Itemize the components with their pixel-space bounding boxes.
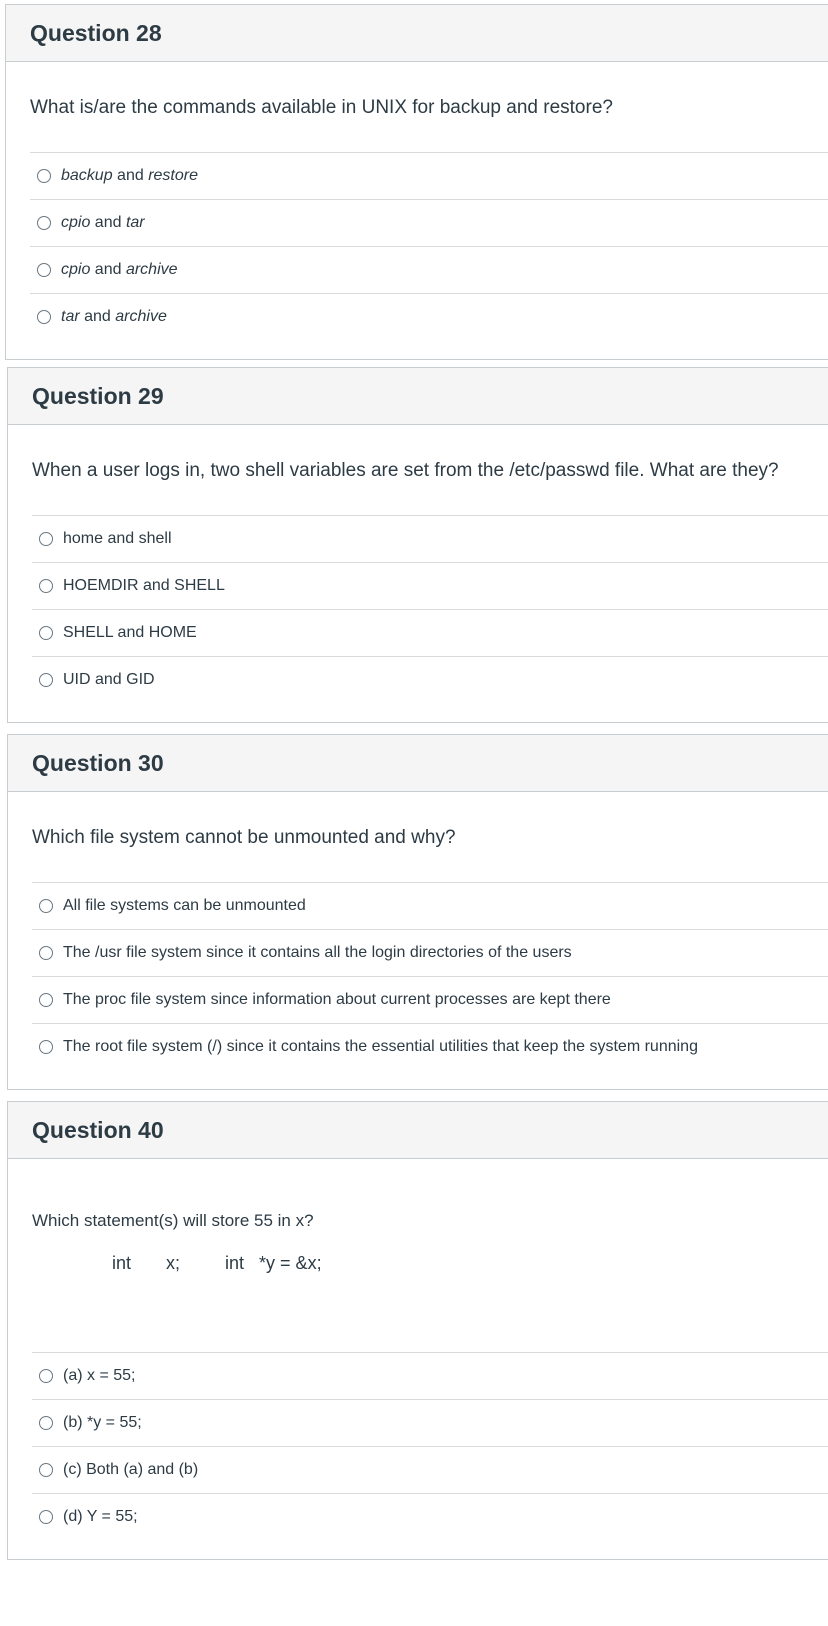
answer-label[interactable]: cpio and archive xyxy=(61,261,178,278)
question-title: Question 29 xyxy=(32,382,164,409)
answer-label[interactable]: (b) *y = 55; xyxy=(63,1414,142,1431)
radio-button[interactable] xyxy=(39,673,53,687)
radio-button[interactable] xyxy=(39,1040,53,1054)
radio-button[interactable] xyxy=(39,1369,53,1383)
question-title: Question 28 xyxy=(30,19,162,46)
answer-option[interactable] xyxy=(32,1493,828,1540)
answer-option[interactable] xyxy=(32,1352,828,1399)
answer-label[interactable]: (d) Y = 55; xyxy=(63,1508,138,1525)
question-header xyxy=(8,368,828,425)
radio-button[interactable] xyxy=(37,263,51,277)
radio-button[interactable] xyxy=(39,946,53,960)
answer-label[interactable]: backup and restore xyxy=(61,167,198,184)
answer-option[interactable] xyxy=(32,1023,828,1070)
radio-button[interactable] xyxy=(39,993,53,1007)
question-text: When a user logs in, two shell variables are set from the /etc/passwd file. What are they? xyxy=(32,460,779,481)
question-header xyxy=(6,5,828,62)
answer-option[interactable] xyxy=(30,199,828,246)
radio-button[interactable] xyxy=(39,579,53,593)
answer-label[interactable]: The proc file system since information about current processes are kept there xyxy=(63,991,611,1008)
answer-label[interactable]: (a) x = 55; xyxy=(63,1367,136,1384)
question-card-28 xyxy=(5,4,828,360)
answer-list xyxy=(32,882,828,1070)
question-card-30 xyxy=(7,734,828,1090)
radio-button[interactable] xyxy=(39,1463,53,1477)
question-card-29 xyxy=(7,367,828,723)
radio-button[interactable] xyxy=(39,1416,53,1430)
question-card-40 xyxy=(7,1101,828,1560)
question-header xyxy=(8,1102,828,1159)
question-text: Which statement(s) will store 55 in x? xyxy=(32,1211,314,1230)
answer-label[interactable]: SHELL and HOME xyxy=(63,624,197,641)
radio-button[interactable] xyxy=(37,310,51,324)
answer-label[interactable]: All file systems can be unmounted xyxy=(63,897,306,914)
answer-option[interactable] xyxy=(32,1399,828,1446)
answer-label[interactable]: HOEMDIR and SHELL xyxy=(63,577,225,594)
question-text: Which file system cannot be unmounted and why? xyxy=(32,827,456,848)
question-header xyxy=(8,735,828,792)
answer-list xyxy=(32,1352,828,1540)
answer-label[interactable]: home and shell xyxy=(63,530,172,547)
radio-button[interactable] xyxy=(39,532,53,546)
answer-label[interactable]: cpio and tar xyxy=(61,214,145,231)
question-text: What is/are the commands available in UNIX for backup and restore? xyxy=(30,97,613,118)
answer-option[interactable] xyxy=(30,246,828,293)
answer-label[interactable]: The /usr file system since it contains all the login directories of the users xyxy=(63,944,572,961)
question-title: Question 40 xyxy=(32,1116,164,1143)
radio-button[interactable] xyxy=(39,1510,53,1524)
answer-option[interactable] xyxy=(32,656,828,703)
answer-label[interactable]: (c) Both (a) and (b) xyxy=(63,1461,199,1478)
code-snippet: int x; int *y = &x; xyxy=(112,1253,322,1273)
answer-option[interactable] xyxy=(32,1446,828,1493)
question-title: Question 30 xyxy=(32,749,164,776)
answer-option[interactable] xyxy=(32,882,828,929)
answer-label[interactable]: The root file system (/) since it contains the essential utilities that keep the system running xyxy=(63,1038,698,1055)
radio-button[interactable] xyxy=(37,216,51,230)
answer-label[interactable]: UID and GID xyxy=(63,671,155,688)
answer-option[interactable] xyxy=(32,515,828,562)
answer-option[interactable] xyxy=(32,562,828,609)
answer-list xyxy=(32,515,828,703)
answer-option[interactable] xyxy=(30,152,828,199)
answer-option[interactable] xyxy=(30,293,828,340)
answer-option[interactable] xyxy=(32,929,828,976)
radio-button[interactable] xyxy=(39,626,53,640)
answer-option[interactable] xyxy=(32,976,828,1023)
answer-label[interactable]: tar and archive xyxy=(61,308,167,325)
radio-button[interactable] xyxy=(39,899,53,913)
radio-button[interactable] xyxy=(37,169,51,183)
answer-list xyxy=(30,152,828,340)
answer-option[interactable] xyxy=(32,609,828,656)
